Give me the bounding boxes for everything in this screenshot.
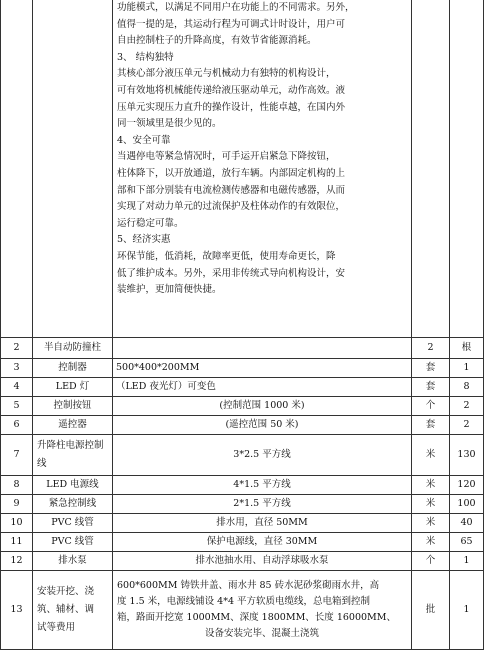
item-name: 控制器 xyxy=(33,359,113,378)
description-line: 3、 结构独特 xyxy=(117,51,174,63)
item-spec xyxy=(113,338,412,359)
item-name: 升降柱电源控制线 xyxy=(33,435,113,476)
row-number: 13 xyxy=(1,571,33,650)
description-line: 当遇停电等紧急情况时，可手运开启紧急下降按钮， xyxy=(117,151,336,163)
item-qty: 100 xyxy=(450,495,484,514)
item-unit: 米 xyxy=(412,476,450,495)
item-name: 遥控器 xyxy=(33,416,113,435)
item-name-line: 安装开挖、浇 xyxy=(37,586,95,597)
item-unit: 个 xyxy=(412,397,450,416)
description-line: 运行稳定可靠。 xyxy=(117,217,184,229)
table-row xyxy=(1,495,484,514)
item-name: LED 电源线 xyxy=(33,476,113,495)
item-spec: 3*2.5 平方线 xyxy=(113,435,412,476)
item-spec: 排水用，直径 50MM xyxy=(113,514,412,533)
table-row xyxy=(1,378,484,397)
item-name-line: 试等费用 xyxy=(37,622,76,633)
description-line: 同一领域里是很少见的。 xyxy=(117,118,222,130)
item-name xyxy=(33,571,113,650)
row-number: 8 xyxy=(1,476,33,495)
description-line: 值得一提的是，其运动行程为可调式计时设计，用户可 xyxy=(117,18,346,30)
description-line: 功能模式，以满足不同用户在功能上的不同需求。另外， xyxy=(117,2,355,13)
item-spec-line: 设备安装完毕、混凝土浇筑 xyxy=(204,628,319,639)
item-spec-line: 度 1.5 米，电源线铺设 4*4 平方软质电缆线，总电箱到控制 xyxy=(117,596,371,607)
description-line: 其核心部分液压单元与机械动力有独特的机构设计， xyxy=(117,68,336,80)
item-name-line: 筑、辅材、调 xyxy=(37,604,95,615)
item-spec: （LED 夜光灯）可变色 xyxy=(113,378,412,397)
item-qty: 120 xyxy=(450,476,484,495)
item-unit: 套 xyxy=(412,359,450,378)
item-unit: 套 xyxy=(412,378,450,397)
item-unit: 套 xyxy=(412,416,450,435)
row-number: 10 xyxy=(1,514,33,533)
description-line: 柱体降下，以开放通道，放行车辆。内部固定机构的上 xyxy=(117,167,346,179)
no-cell-empty xyxy=(1,0,33,338)
description-line: 5、经济实惠 xyxy=(117,234,171,246)
table-row xyxy=(1,435,484,476)
row-number: 4 xyxy=(1,378,33,397)
item-spec: 4*1.5 平方线 xyxy=(113,476,412,495)
table-row xyxy=(1,359,484,378)
table-row xyxy=(1,476,484,495)
description-line: 可有效地将机械能传递给液压驱动单元，动作高效。液 xyxy=(117,84,346,96)
description-text xyxy=(117,0,407,299)
item-spec-line: 箱，路面开挖宽 1000MM、深度 1800MM、长度 16000MM、 xyxy=(117,612,396,623)
row-number: 11 xyxy=(1,533,33,552)
row-number: 12 xyxy=(1,552,33,571)
item-name: PVC 线管 xyxy=(33,533,113,552)
item-qty: 根 xyxy=(450,338,484,359)
item-qty: 8 xyxy=(450,378,484,397)
row-number: 3 xyxy=(1,359,33,378)
table-row xyxy=(1,514,484,533)
table-row xyxy=(1,416,484,435)
item-unit: 米 xyxy=(412,495,450,514)
table-row xyxy=(1,338,484,359)
item-qty: 40 xyxy=(450,514,484,533)
item-spec: 保护电源线，直径 30MM xyxy=(113,533,412,552)
item-qty: 1 xyxy=(450,552,484,571)
row-number: 2 xyxy=(1,338,33,359)
item-spec: 2*1.5 平方线 xyxy=(113,495,412,514)
description-line: 环保节能，低消耗，故障率更低，使用寿命更长，降 xyxy=(117,250,336,262)
row-number: 9 xyxy=(1,495,33,514)
description-line: 部和下部分别装有电流检测传感器和电磁传感器，从而 xyxy=(117,184,346,196)
item-name: LED 灯 xyxy=(33,378,113,397)
item-name: 半自动防撞柱 xyxy=(33,338,113,359)
row-number: 7 xyxy=(1,435,33,476)
description-row xyxy=(1,0,484,338)
item-unit: 批 xyxy=(412,571,450,650)
unit-cell-empty xyxy=(412,0,450,338)
item-unit: 米 xyxy=(412,514,450,533)
description-line: 4、安全可靠 xyxy=(117,134,171,146)
item-name: PVC 线管 xyxy=(33,514,113,533)
item-unit: 个 xyxy=(412,552,450,571)
item-qty: 1 xyxy=(450,571,484,650)
item-spec xyxy=(113,571,412,650)
item-name: 控制按钮 xyxy=(33,397,113,416)
table-row xyxy=(1,552,484,571)
row-number: 5 xyxy=(1,397,33,416)
item-spec: 500*400*200MM xyxy=(113,359,412,378)
table-row xyxy=(1,397,484,416)
item-qty: 2 xyxy=(450,416,484,435)
table-row xyxy=(1,533,484,552)
item-spec: 排水池抽水用、自动浮球吸水泵 xyxy=(113,552,412,571)
item-qty: 2 xyxy=(450,397,484,416)
row-number: 6 xyxy=(1,416,33,435)
qty-cell-empty xyxy=(450,0,484,338)
description-line: 低了维护成本。另外，采用非传统式导向机构设计，安 xyxy=(117,267,346,279)
name-cell-empty xyxy=(33,0,113,338)
item-unit: 2 xyxy=(412,338,450,359)
item-spec: (控制范围 1000 米) xyxy=(113,397,412,416)
item-spec-line: 600*600MM 铸铁井盖、雨水井 85 砖水泥砂浆砌雨水井，高 xyxy=(117,580,380,591)
description-line: 压单元实现压力直升的操作设计，性能卓越，在国内外 xyxy=(117,101,346,113)
item-name: 排水泵 xyxy=(33,552,113,571)
item-qty: 65 xyxy=(450,533,484,552)
item-unit: 米 xyxy=(412,435,450,476)
description-cell xyxy=(113,0,412,338)
item-spec: (遥控范围 50 米) xyxy=(113,416,412,435)
description-line: 自由控制柱子的升降高度，有效节省能源消耗。 xyxy=(117,35,317,47)
item-unit: 米 xyxy=(412,533,450,552)
item-name: 紧急控制线 xyxy=(33,495,113,514)
table-row xyxy=(1,571,484,650)
item-qty: 130 xyxy=(450,435,484,476)
item-qty: 1 xyxy=(450,359,484,378)
description-line: 装维护，更加简便快捷。 xyxy=(117,284,222,296)
description-line: 实现了对动力单元的过流保护及柱体动作的有效限位， xyxy=(117,201,346,213)
